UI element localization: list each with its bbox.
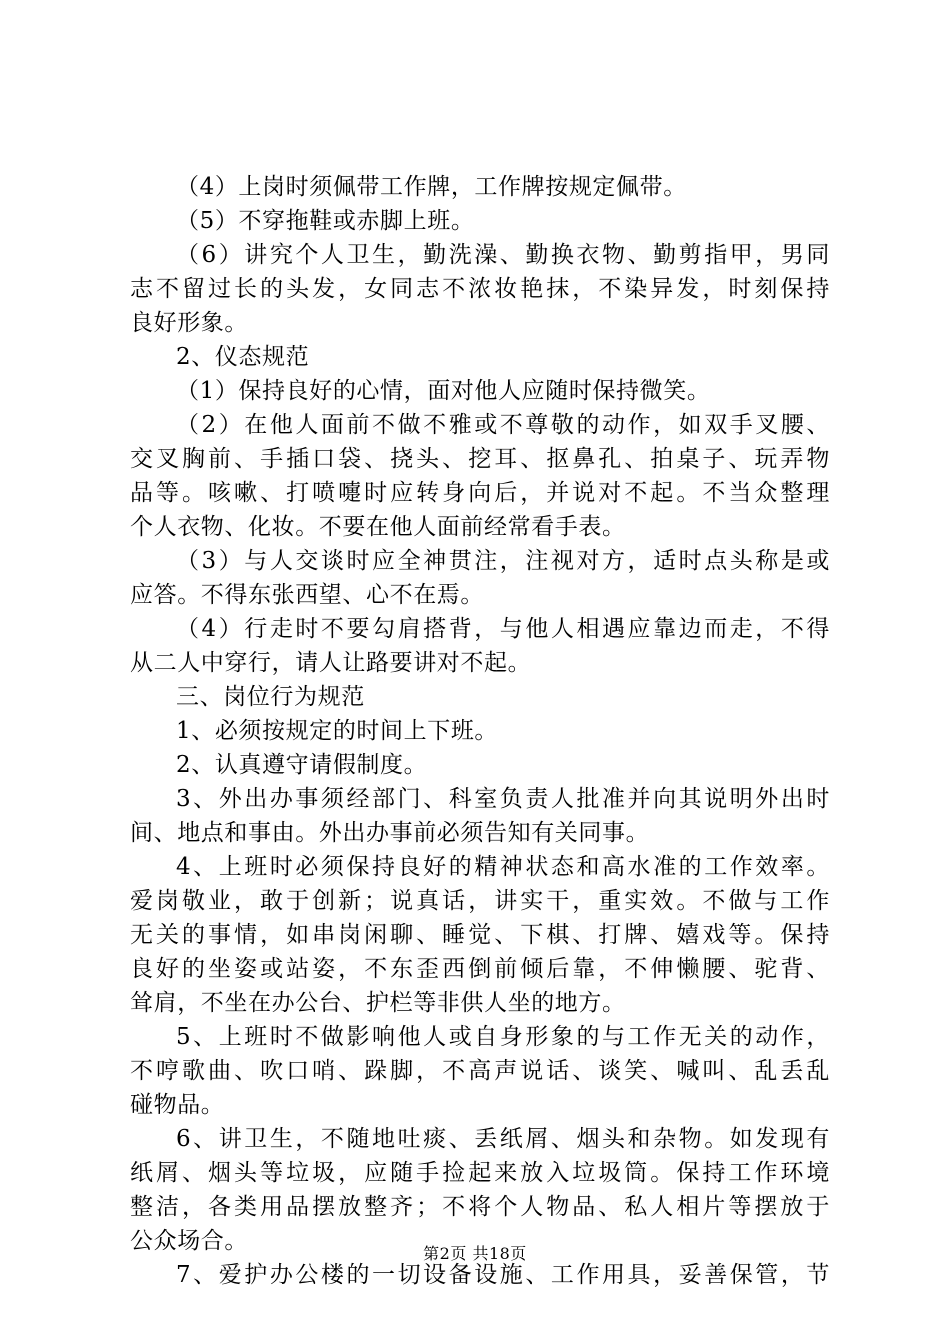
- text-line: 无关的事情，如串岗闲聊、睡觉、下棋、打牌、嬉戏等。保持: [130, 922, 830, 948]
- text-line: 纸屑、烟头等垃圾，应随手捡起来放入垃圾筒。保持工作环境: [130, 1160, 830, 1186]
- text-line: 应答。不得东张西望、心不在焉。: [130, 582, 484, 608]
- text-line: 品等。咳嗽、打喷嚏时应转身向后，并说对不起。不当众整理: [130, 480, 830, 506]
- document-body: [130, 170, 830, 1292]
- text-line: 碰物品。: [130, 1092, 225, 1118]
- section-heading: 2、仪态规范: [176, 344, 310, 370]
- text-line: 不哼歌曲、吹口哨、跺脚，不高声说话、谈笑、喊叫、乱丢乱: [130, 1058, 830, 1084]
- text-line: 整洁，各类用品摆放整齐；不将个人物品、私人相片等摆放于: [130, 1194, 830, 1220]
- text-line: （5）不穿拖鞋或赤脚上班。: [176, 208, 475, 234]
- text-line: 公众场合。: [130, 1228, 248, 1254]
- page-footer: 第2页 共18页: [423, 1244, 527, 1263]
- text-line: 1、必须按规定的时间上下班。: [176, 718, 499, 744]
- text-line: （1）保持良好的心情，面对他人应随时保持微笑。: [176, 378, 711, 404]
- text-line: 4、上班时必须保持良好的精神状态和高水准的工作效率。: [176, 854, 830, 880]
- text-line: （4）上岗时须佩带工作牌，工作牌按规定佩带。: [176, 174, 687, 200]
- text-line: 耸肩，不坐在办公台、护栏等非供人坐的地方。: [130, 990, 626, 1016]
- text-line: 6、讲卫生，不随地吐痰、丢纸屑、烟头和杂物。如发现有: [176, 1126, 830, 1152]
- text-line: 3、外出办事须经部门、科室负责人批准并向其说明外出时: [176, 786, 830, 812]
- text-line: （3）与人交谈时应全神贯注，注视对方，适时点头称是或: [176, 548, 830, 574]
- text-line: 良好形象。: [130, 310, 248, 336]
- text-line: （2）在他人面前不做不雅或不尊敬的动作，如双手叉腰、: [176, 412, 830, 438]
- text-line: 爱岗敬业，敢于创新；说真话，讲实干，重实效。不做与工作: [130, 888, 830, 914]
- text-line: 交叉胸前、手插口袋、挠头、挖耳、抠鼻孔、拍桌子、玩弄物: [130, 446, 830, 472]
- text-line: 5、上班时不做影响他人或自身形象的与工作无关的动作，: [176, 1024, 830, 1050]
- text-line: 良好的坐姿或站姿，不东歪西倒前倾后靠，不伸懒腰、驼背、: [130, 956, 830, 982]
- text-line: （6）讲究个人卫生，勤洗澡、勤换衣物、勤剪指甲，男同: [176, 242, 830, 268]
- text-line: 个人衣物、化妆。不要在他人面前经常看手表。: [130, 514, 626, 540]
- text-line: 志不留过长的头发，女同志不浓妆艳抹，不染异发，时刻保持: [130, 276, 830, 302]
- text-line: 2、认真遵守请假制度。: [176, 752, 428, 778]
- text-line: 从二人中穿行，请人让路要讲对不起。: [130, 650, 532, 676]
- section-heading: 三、岗位行为规范: [176, 684, 365, 710]
- text-line: 7、爱护办公楼的一切设备设施、工作用具，妥善保管，节: [176, 1262, 830, 1288]
- text-line: （4）行走时不要勾肩搭背，与他人相遇应靠边而走，不得: [176, 616, 830, 642]
- text-line: 间、地点和事由。外出办事前必须告知有关同事。: [130, 820, 650, 846]
